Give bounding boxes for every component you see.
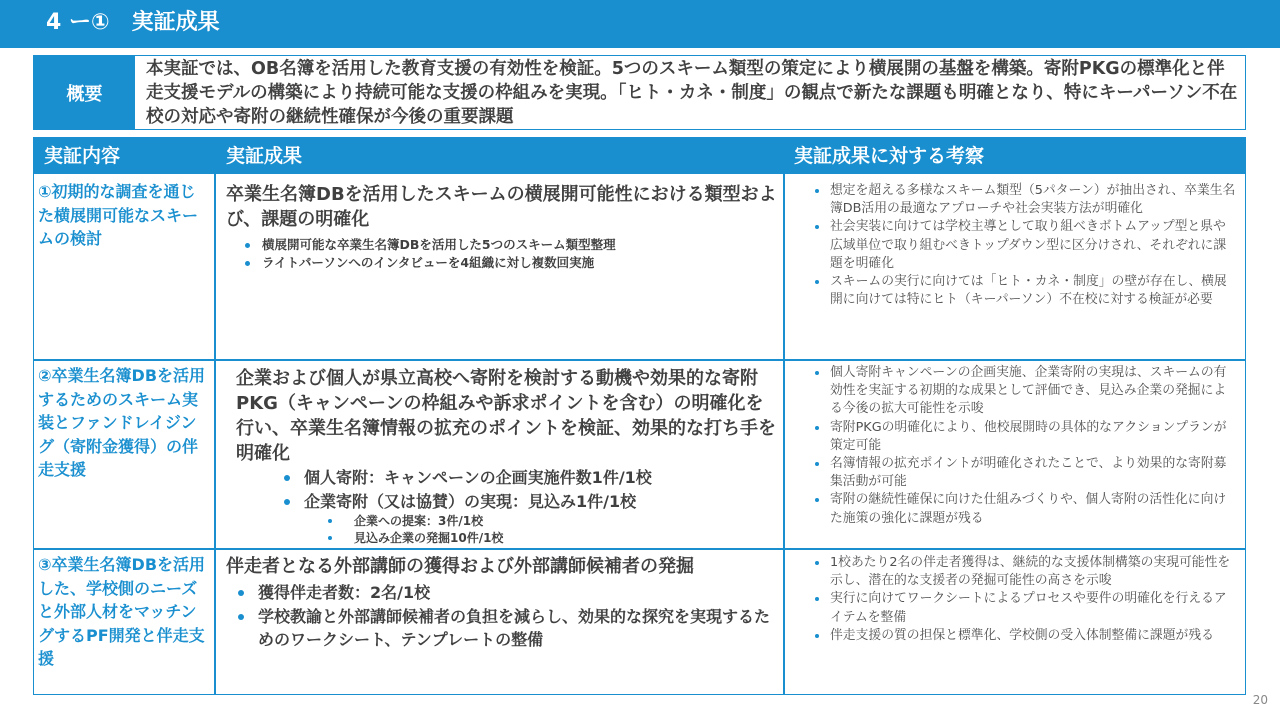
list-item: 1校あたり2名の伴走者獲得は、継続的な支援体制構築の実現可能性を示し、潜在的な支援者の発掘可能性の高さを示唆: [808, 554, 1238, 590]
result-bullets: [226, 581, 774, 652]
list-item: 名簿情報の拡充ポイントが明確化されたことで、より効果的な寄附募集活動が可能: [808, 455, 1238, 491]
table-row-2-result: [236, 366, 776, 546]
table-row-3-discussion: [808, 554, 1238, 645]
table-row-2-discussion: [808, 364, 1238, 528]
list-item: 伴走支援の質の担保と標準化、学校側の受入体制整備に課題が残る: [808, 627, 1238, 645]
list-item: 学校教諭と外部講師候補者の負担を減らし、効果的な探究を実現するためのワークシート、テンプレートの整備: [226, 605, 774, 652]
table-row-3-result: [226, 554, 774, 652]
list-item: 企業寄附（又は協賛）の実現：見込み1件/1校: [272, 490, 776, 514]
column-header-result: 実証成果: [226, 145, 303, 167]
result-bullets: [226, 236, 778, 272]
column-header-discussion: 実証成果に対する考察: [794, 145, 985, 167]
table-row-1-result: [226, 182, 778, 272]
title-bar: [0, 0, 1280, 48]
list-item: 個人寄附キャンペーンの企画実施、企業寄附の実現は、スキームの有効性を実証する初期的な成果として評価でき、見込み企業の発掘による今後の拡大可能性を示唆: [808, 364, 1238, 419]
list-item: 個人寄附：キャンペーンの企画実施件数1件/1校: [272, 466, 776, 490]
page-number: 20: [1252, 693, 1268, 707]
list-item: 企業への提案：3件/1校: [236, 513, 776, 530]
result-sub-bullets: [236, 513, 776, 546]
list-item: 見込み企業の発掘10件/1校: [236, 530, 776, 547]
list-item: スキームの実行に向けては「ヒト・カネ・制度」の壁が存在し、横展開に向けては特にヒト（キーパーソン）不在校に対する検証が必要: [808, 273, 1238, 309]
list-item: 寄附PKGの明確化により、他校展開時の具体的なアクションプランが策定可能: [808, 419, 1238, 455]
result-heading: 企業および個人が県立高校へ寄附を検討する動機や効果的な寄附PKG（キャンペーンの枠組みや訴求ポイントを含む）の明確化を行い、卒業生名簿情報の拡充のポイントを検証、効果的な打ち手を明確化: [236, 368, 776, 464]
column-header-content: 実証内容: [44, 145, 121, 167]
list-item: ライトパーソンへのインタビューを4組織に対し複数回実施: [226, 254, 778, 272]
summary-label: 概要: [34, 56, 135, 129]
table-row-1-content: ①初期的な調査を通じた横展開可能なスキームの検討: [38, 182, 199, 248]
table-row-1-discussion: [808, 182, 1238, 309]
list-item: 実行に向けてワークシートによるプロセスや要件の明確化を行えるアイテムを整備: [808, 590, 1238, 626]
table-row-2-content: ②卒業生名簿DBを活用するためのスキーム実装とファンドレイジング（寄附金獲得）の伴走支援: [38, 366, 206, 479]
result-heading: 伴走者となる外部講師の獲得および外部講師候補者の発掘: [226, 556, 694, 577]
result-bullets: [236, 466, 776, 513]
summary-text: 本実証では、OB名簿を活用した教育支援の有効性を検証。5つのスキーム類型の策定により横展開の基盤を構築。寄附PKGの標準化と伴走支援モデルの構築により持続可能な支援の枠組みを実現。「ヒト・カネ・制度」の観点で新たな課題も明確となり、特にキーパーソン不在校の対応や寄附の継続性確保が今後の重要課題: [146, 59, 1238, 127]
page-title: 4 ー① 実証成果: [46, 10, 220, 35]
list-item: 獲得伴走者数：2名/1校: [226, 581, 774, 605]
result-heading: 卒業生名簿DBを活用したスキームの横展開可能性における類型および、課題の明確化: [226, 184, 777, 230]
summary-box: [33, 55, 1246, 130]
results-table: [33, 137, 1246, 695]
list-item: 社会実装に向けては学校主導として取り組べきボトムアップ型と県や広域単位で取り組むべきトップダウン型に区分けされ、それぞれに課題を明確化: [808, 218, 1238, 273]
table-header: [34, 138, 1245, 174]
list-item: 横展開可能な卒業生名簿DBを活用した5つのスキーム類型整理: [226, 236, 778, 254]
list-item: 寄附の継続性確保に向けた仕組みづくりや、個人寄附の活性化に向けた施策の強化に課題が残る: [808, 491, 1238, 527]
table-row-3-content: ③卒業生名簿DBを活用した、学校側のニーズと外部人材をマッチングするPF開発と伴走支援: [38, 555, 206, 668]
list-item: 想定を超える多様なスキーム類型（5パターン）が抽出され、卒業生名簿DB活用の最適なアプローチや社会実装方法が明確化: [808, 182, 1238, 218]
